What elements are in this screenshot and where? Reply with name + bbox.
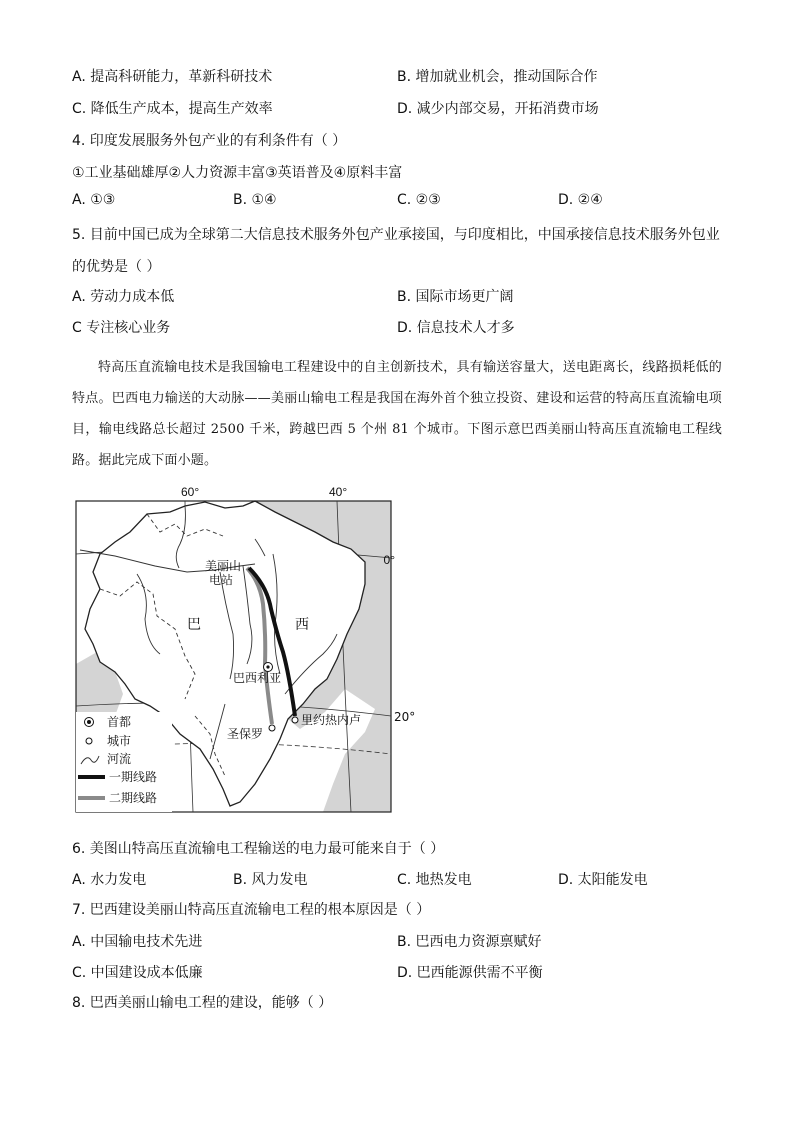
- q6-option-c[interactable]: C. 地热发电: [397, 872, 472, 888]
- q5-option-a[interactable]: A. 劳动力成本低: [72, 289, 175, 305]
- legend-city-label: 城市: [107, 734, 132, 748]
- q3-option-a[interactable]: A. 提高科研能力，革新科研技术: [72, 69, 273, 85]
- map-legend: [76, 712, 172, 812]
- q4-stem: 4. 印度发展服务外包产业的有利条件有（ ）: [72, 133, 347, 149]
- q7-option-b[interactable]: B. 巴西电力资源禀赋好: [397, 934, 542, 950]
- lon-40-label: 40°: [329, 485, 348, 499]
- q4-option-a[interactable]: A. ①③: [72, 192, 116, 208]
- q6-option-d[interactable]: D. 太阳能发电: [558, 872, 648, 888]
- lat-0-label: 0°: [383, 553, 395, 567]
- q5-stem-line1: 5. 目前中国已成为全球第二大信息技术服务外包产业承接国，与印度相比，中国承接信息技术服务外包业: [72, 227, 720, 243]
- capital-label: 巴西利亚: [233, 671, 282, 685]
- q6-option-a[interactable]: A. 水力发电: [72, 872, 147, 888]
- q5-stem-line2: 的优势是（ ）: [72, 259, 161, 275]
- q6-option-b[interactable]: B. 风力发电: [233, 872, 308, 888]
- q4-option-c[interactable]: C. ②③: [397, 192, 441, 208]
- q3-option-c[interactable]: C. 降低生产成本，提高生产效率: [72, 101, 273, 117]
- q4-option-d[interactable]: D. ②④: [558, 192, 603, 208]
- city-label-rio: 里约热内卢: [301, 713, 362, 727]
- city-marker-sao-paulo: [269, 725, 275, 731]
- lat-20-label: 20°: [394, 710, 416, 724]
- q7-stem: 7. 巴西建设美丽山特高压直流输电工程的根本原因是（ ）: [72, 902, 431, 918]
- q5-option-d[interactable]: D. 信息技术人才多: [397, 320, 515, 336]
- legend-capital-label: 首都: [107, 715, 132, 729]
- q7-option-d[interactable]: D. 巴西能源供需不平衡: [397, 965, 543, 981]
- country-label-char1: 巴: [187, 616, 201, 632]
- brazil-transmission-map: [75, 484, 395, 816]
- q8-stem: 8. 巴西美丽山输电工程的建设，能够（ ）: [72, 995, 333, 1011]
- legend-phase1-label: 一期线路: [109, 770, 158, 784]
- city-marker-rio: [292, 717, 298, 723]
- q4-option-b[interactable]: B. ①④: [233, 192, 277, 208]
- capital-marker-dot: [266, 665, 269, 668]
- lon-60-label: 60°: [181, 485, 200, 499]
- country-label-char2: 西: [295, 616, 309, 632]
- q4-items: ①工业基础雄厚②人力资源丰富③英语普及④原料丰富: [72, 165, 403, 181]
- station-label-line1: 美丽山: [205, 559, 242, 573]
- legend-phase2-label: 二期线路: [109, 791, 158, 805]
- q3-option-d[interactable]: D. 减少内部交易，开拓消费市场: [397, 101, 599, 117]
- passage-text: 特高压直流输电技术是我国输电工程建设中的自主创新技术，具有输送容量大，送电距离长，线路损耗低的特点。巴西电力输送的大动脉——美丽山输电工程是我国在海外首个独立投资、建设和运营的特高压直流输电项目，输电线路总长超过 2500 千米，跨越巴西 5 个州 81 个城市。下图示意巴西美丽山特高压直流输电工程线路。据此完成下面小题。: [72, 360, 722, 468]
- q7-option-c[interactable]: C. 中国建设成本低廉: [72, 965, 203, 981]
- city-label-sao-paulo: 圣保罗: [227, 727, 264, 741]
- legend-river-label: 河流: [107, 752, 132, 766]
- q5-option-c[interactable]: C 专注核心业务: [72, 320, 171, 336]
- legend-city-icon: [86, 738, 92, 744]
- q6-stem: 6. 美图山特高压直流输电工程输送的电力最可能来自于（ ）: [72, 841, 445, 857]
- station-label-line2: 电站: [209, 573, 234, 587]
- q5-option-b[interactable]: B. 国际市场更广阔: [397, 289, 514, 305]
- q3-option-b[interactable]: B. 增加就业机会，推动国际合作: [397, 69, 598, 85]
- q7-option-a[interactable]: A. 中国输电技术先进: [72, 934, 203, 950]
- reading-passage: [72, 352, 722, 476]
